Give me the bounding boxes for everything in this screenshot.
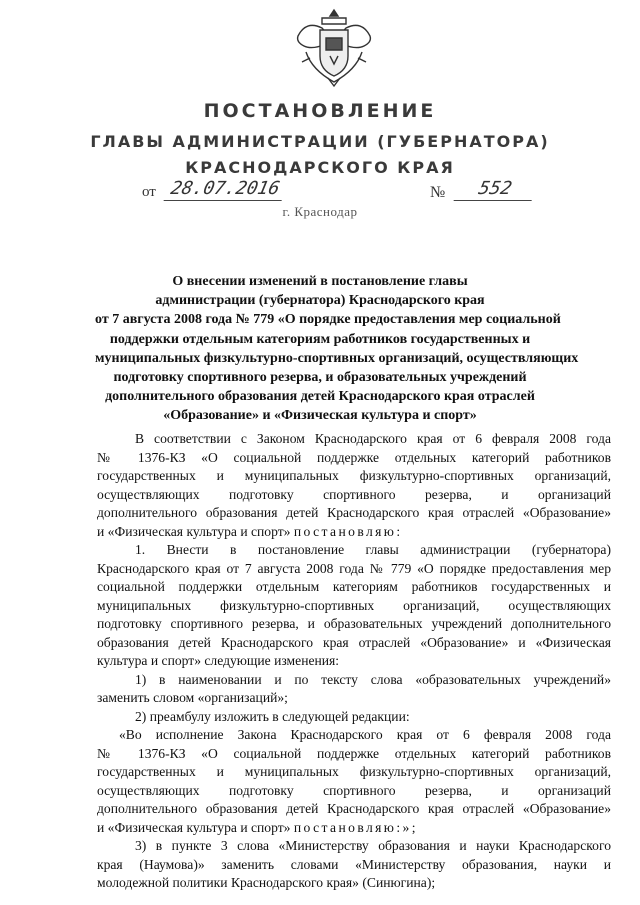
body-line (97, 819, 611, 838)
body-line: дополнительного образования детей Краснодарского края отраслей «Образование» (97, 505, 611, 520)
body-line: края (Наумова)» заменить словами «Министерству образования, науки и (97, 856, 611, 872)
coat-of-arms-emblem (292, 6, 376, 90)
body-line: подготовку спортивного резерва, и образовательных учреждений дополнительного (97, 616, 611, 631)
body-line: № 1376-КЗ «О социальной поддержке отдельных категорий работников (97, 449, 611, 465)
body-line: образования детей Краснодарского края отраслей «Образование» и «Физическая (97, 634, 611, 650)
document-title (95, 272, 579, 426)
body-line: Краснодарского края от 7 августа 2008 года № 779 «О порядке предоставления мер (97, 560, 611, 576)
title-line: О внесении изменений в постановление главы (172, 274, 468, 289)
body-line: социальной поддержки отдельным категориям работников государственных и (97, 579, 611, 594)
handwritten-date: 28.07.2016 (164, 178, 287, 201)
body-line: 1. Внести в постановление главы администрации (губернатора) (135, 542, 611, 557)
body-line: молодежной политики Краснодарского края» (Синюгина); (97, 875, 436, 890)
body-line: дополнительного образования детей Краснодарского края отраслей «Образование» (97, 801, 611, 816)
doc-type-heading: ПОСТАНОВЛЕНИЕ (203, 100, 437, 122)
title-line: дополнительного образования детей Краснодарского края отраслей (105, 389, 535, 405)
document-body (97, 430, 611, 893)
body-line: заменить словом «организаций»; (97, 690, 288, 705)
body-text: и «Физическая культура и спорт» (97, 819, 294, 835)
body-text: и «Физическая культура и спорт» (97, 523, 294, 539)
title-line: «Образование» и «Физическая культура и спорт» (163, 408, 477, 424)
resolve-word: постановляю:»; (293, 819, 418, 835)
number-label: № (430, 184, 446, 201)
body-line (97, 523, 611, 542)
title-line: от 7 августа 2008 года № 779 «О порядке предоставления мер социальной (95, 312, 561, 328)
body-line: муниципальных физкультурно-спортивных организаций, осуществляющих (97, 597, 611, 613)
body-line: В соответствии с Законом Краснодарского края от 6 февраля 2008 года (135, 431, 611, 446)
body-line: государственных и муниципальных физкультурно-спортивных организаций, (97, 764, 611, 779)
body-line: 3) в пункте 3 слова «Министерству образования и науки Краснодарского (135, 838, 611, 853)
body-line: культура и спорт» следующие изменения: (97, 653, 340, 668)
body-line: 2) преамбулу изложить в следующей редакции: (135, 708, 410, 724)
title-line: подготовку спортивного резерва, и образовательных учреждений (113, 370, 527, 386)
title-line: администрации (губернатора) Краснодарского края (155, 293, 485, 309)
body-line: осуществляющих подготовку спортивного резерва, и организаций (97, 782, 611, 798)
body-line: 1) в наименовании и по тексту слова «образовательных учреждений» (135, 671, 611, 687)
resolve-word: постановляю: (293, 523, 403, 539)
body-line: № 1376-КЗ «О социальной поддержке отдельных категорий работников (97, 745, 611, 761)
body-line: государственных и муниципальных физкультурно-спортивных организаций, (97, 468, 611, 483)
issuer-heading: ГЛАВЫ АДМИНИСТРАЦИИ (ГУБЕРНАТОРА) (90, 132, 550, 151)
handwritten-number: 552 (454, 178, 537, 201)
body-line: «Во исполнение Закона Краснодарского края от 6 февраля 2008 года (119, 727, 611, 742)
city-label: г. Краснодар (282, 204, 358, 219)
body-line: осуществляющих подготовку спортивного резерва, и организаций (97, 486, 611, 502)
region-heading: КРАСНОДАРСКОГО КРАЯ (185, 158, 455, 177)
date-label: от (142, 184, 156, 200)
title-line: муниципальных физкультурно-спортивных организаций, осуществляющих (95, 350, 579, 366)
title-line: поддержки отдельным категориям работников государственных и (109, 331, 531, 347)
